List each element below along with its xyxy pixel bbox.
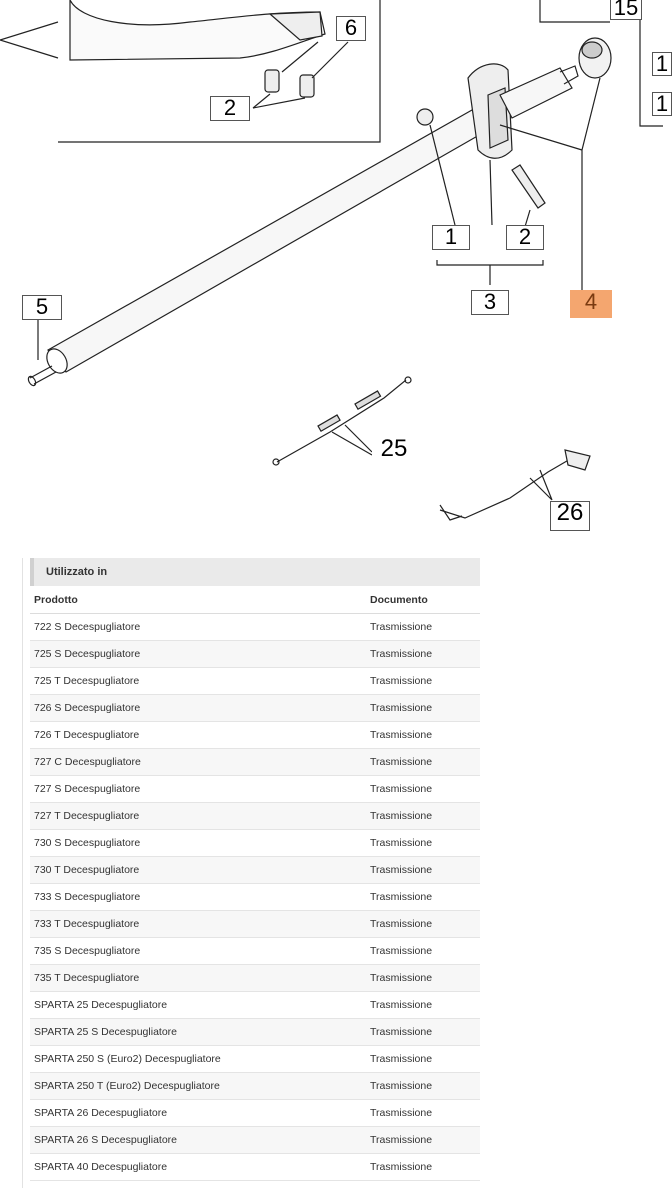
bolt-part — [265, 70, 279, 92]
table-row — [30, 803, 480, 830]
product-link[interactable]: SPARTA 26 S Decespugliatore — [30, 1127, 366, 1154]
document-link[interactable]: Trasmissione — [366, 992, 480, 1019]
product-link[interactable]: SPARTA 25 Decespugliatore — [30, 992, 366, 1019]
leader-line-8 — [0, 22, 58, 58]
table-body — [30, 614, 480, 1181]
table-row — [30, 938, 480, 965]
product-link[interactable]: 730 T Decespugliatore — [30, 857, 366, 884]
document-link[interactable]: Trasmissione — [366, 938, 480, 965]
product-link[interactable]: 735 T Decespugliatore — [30, 965, 366, 992]
callout-15: 15 — [610, 0, 642, 20]
panel-title: Utilizzato in — [30, 558, 480, 586]
product-link[interactable]: 733 T Decespugliatore — [30, 911, 366, 938]
panel-border — [22, 558, 23, 1188]
callout-2: 2 — [506, 225, 544, 250]
product-link[interactable]: 725 S Decespugliatore — [30, 641, 366, 668]
document-link[interactable]: Trasmissione — [366, 776, 480, 803]
product-link[interactable]: 727 C Decespugliatore — [30, 749, 366, 776]
callout-5: 5 — [22, 295, 62, 320]
document-link[interactable]: Trasmissione — [366, 1073, 480, 1100]
table-row — [30, 668, 480, 695]
table-row — [30, 749, 480, 776]
document-link[interactable]: Trasmissione — [366, 1100, 480, 1127]
table-row — [30, 857, 480, 884]
table-header-row — [30, 586, 480, 614]
table-row — [30, 911, 480, 938]
table-row — [30, 830, 480, 857]
callout-6: 6 — [336, 16, 366, 41]
table-row — [30, 965, 480, 992]
bracket-part — [70, 0, 325, 60]
document-link[interactable]: Trasmissione — [366, 803, 480, 830]
parts-diagram — [0, 0, 669, 550]
product-link[interactable]: 725 T Decespugliatore — [30, 668, 366, 695]
callout-26: 26 — [550, 501, 590, 531]
document-link[interactable]: Trasmissione — [366, 614, 480, 641]
document-link[interactable]: Trasmissione — [366, 884, 480, 911]
table-row — [30, 1019, 480, 1046]
product-link[interactable]: 726 S Decespugliatore — [30, 695, 366, 722]
document-link[interactable]: Trasmissione — [366, 749, 480, 776]
table-row — [30, 1154, 480, 1181]
document-link[interactable]: Trasmissione — [366, 641, 480, 668]
document-link[interactable]: Trasmissione — [366, 1154, 480, 1181]
table-row — [30, 776, 480, 803]
screw-part — [512, 165, 545, 208]
product-link[interactable]: SPARTA 26 Decespugliatore — [30, 1100, 366, 1127]
callout-2-inset: 2 — [210, 96, 250, 121]
callout-25: 25 — [372, 438, 416, 466]
bolt-part — [300, 75, 314, 97]
callout-3: 3 — [471, 290, 509, 315]
nut-part — [417, 109, 433, 125]
column-header-document: Documento — [366, 586, 480, 614]
document-link[interactable]: Trasmissione — [366, 695, 480, 722]
product-link[interactable]: 730 S Decespugliatore — [30, 830, 366, 857]
table-row — [30, 1046, 480, 1073]
table-row — [30, 1100, 480, 1127]
product-link[interactable]: 733 S Decespugliatore — [30, 884, 366, 911]
table-row — [30, 884, 480, 911]
column-header-product: Prodotto — [30, 586, 366, 614]
document-link[interactable]: Trasmissione — [366, 965, 480, 992]
table-row — [30, 992, 480, 1019]
product-link[interactable]: SPARTA 25 S Decespugliatore — [30, 1019, 366, 1046]
shaft-tube — [48, 110, 488, 372]
document-link[interactable]: Trasmissione — [366, 857, 480, 884]
table-row — [30, 695, 480, 722]
exploded-view-drawing — [0, 0, 663, 550]
document-link[interactable]: Trasmissione — [366, 830, 480, 857]
document-link[interactable]: Trasmissione — [366, 668, 480, 695]
inset-frame-right — [540, 0, 610, 22]
product-link[interactable]: 727 T Decespugliatore — [30, 803, 366, 830]
table-row — [30, 614, 480, 641]
product-link[interactable]: 726 T Decespugliatore — [30, 722, 366, 749]
callout-1-right-b: 1 — [652, 92, 672, 116]
product-link[interactable]: SPARTA 250 T (Euro2) Decespugliatore — [30, 1073, 366, 1100]
used-in-panel — [30, 558, 480, 1181]
document-link[interactable]: Trasmissione — [366, 911, 480, 938]
product-link[interactable]: SPARTA 40 Decespugliatore — [30, 1154, 366, 1181]
table-row — [30, 1127, 480, 1154]
callout-1: 1 — [432, 225, 470, 250]
document-link[interactable]: Trasmissione — [366, 722, 480, 749]
used-in-table — [30, 586, 480, 1181]
product-link[interactable]: 735 S Decespugliatore — [30, 938, 366, 965]
document-link[interactable]: Trasmissione — [366, 1046, 480, 1073]
product-link[interactable]: 727 S Decespugliatore — [30, 776, 366, 803]
table-row — [30, 722, 480, 749]
product-link[interactable]: SPARTA 250 S (Euro2) Decespugliatore — [30, 1046, 366, 1073]
table-row — [30, 1073, 480, 1100]
document-link[interactable]: Trasmissione — [366, 1019, 480, 1046]
table-row — [30, 641, 480, 668]
callout-4-highlighted[interactable]: 4 — [570, 290, 612, 318]
product-link[interactable]: 722 S Decespugliatore — [30, 614, 366, 641]
callout-1-right-a: 1 — [652, 52, 672, 76]
document-link[interactable]: Trasmissione — [366, 1127, 480, 1154]
